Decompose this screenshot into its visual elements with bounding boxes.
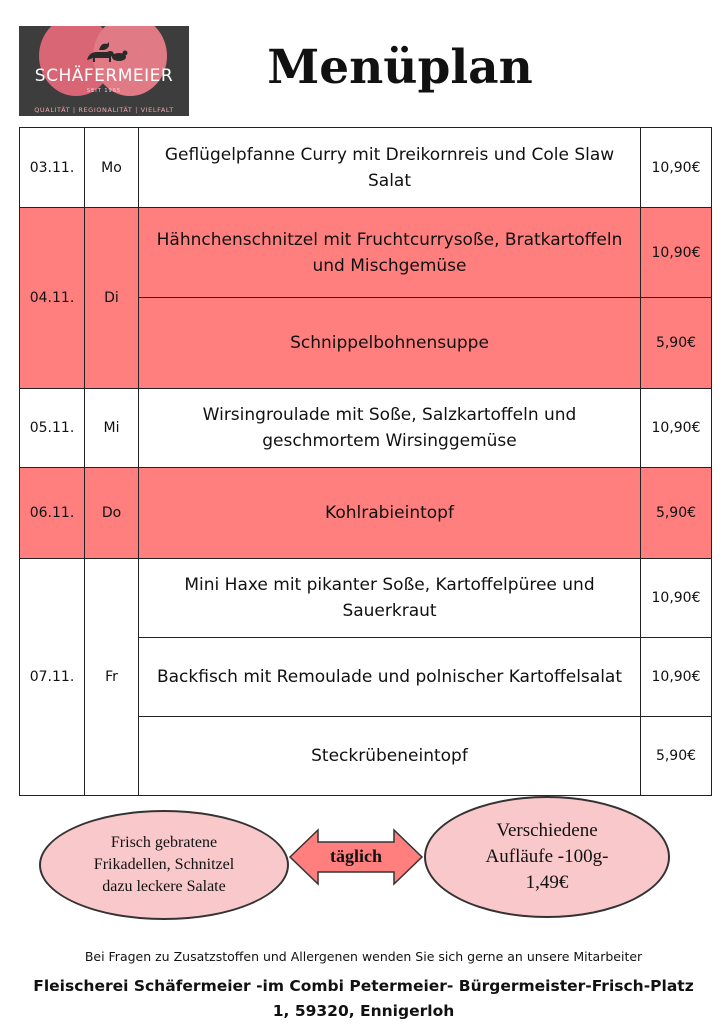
dish-cell: Schnippelbohnensuppe (139, 298, 641, 389)
day-cell: Fr (85, 559, 139, 796)
dish-cell: Kohlrabieintopf (139, 468, 641, 559)
price-cell: 5,90€ (641, 298, 712, 389)
price-cell: 10,90€ (641, 559, 712, 638)
address: Fleischerei Schäfermeier -im Combi Petermeier- Bürgermeister-Frisch-Platz 1, 59320, Ennigerloh (33, 977, 694, 1020)
daily-right-oval (424, 796, 670, 918)
price-cell: 10,90€ (641, 128, 712, 208)
dish-cell: Steckrübeneintopf (139, 717, 641, 796)
date-cell: 05.11. (20, 389, 85, 468)
menu-row-fr (20, 559, 712, 638)
dish-cell: Hähnchenschnitzel mit Fruchtcurrysoße, Bratkartoffeln und Mischgemüse (139, 208, 641, 298)
day-cell: Di (85, 208, 139, 389)
dish-cell: Geflügelpfanne Curry mit Dreikornreis und Cole Slaw Salat (139, 128, 641, 208)
price-cell: 5,90€ (641, 468, 712, 559)
date-cell: 03.11. (20, 128, 85, 208)
date-cell: 06.11. (20, 468, 85, 559)
price-cell: 10,90€ (641, 389, 712, 468)
dish-cell: Backfisch mit Remoulade und polnischer Kartoffelsalat (139, 638, 641, 717)
logo-brand: SCHÄFERMEIER (34, 66, 174, 86)
page-title: Menüplan (267, 40, 533, 95)
date-cell: 07.11. (20, 559, 85, 796)
dish-cell: Wirsingroulade mit Soße, Salzkartoffeln und geschmortem Wirsinggemüse (139, 389, 641, 468)
menu-row-di (20, 208, 712, 298)
day-cell: Do (85, 468, 139, 559)
menu-row-mo (20, 128, 712, 208)
daily-label: täglich (330, 846, 382, 866)
day-cell: Mo (85, 128, 139, 208)
daily-right-text: Verschiedene Aufläufe -100g- 1,49€ (485, 820, 609, 893)
day-cell: Mi (85, 389, 139, 468)
date-cell: 04.11. (20, 208, 85, 389)
menu-table (19, 127, 712, 796)
price-cell: 10,90€ (641, 208, 712, 298)
logo-tagline: QUALITÄT | REGIONALITÄT | VIELFALT (34, 106, 174, 114)
farm-animals-icon (85, 38, 129, 64)
allergen-note: Bei Fragen zu Zusatzstoffen und Allergenen wenden Sie sich gerne an unsere Mitarbeiter (84, 949, 643, 964)
menu-row-do (20, 468, 712, 559)
dish-cell: Mini Haxe mit pikanter Soße, Kartoffelpüree und Sauerkraut (139, 559, 641, 638)
daily-left-oval (39, 810, 289, 920)
price-cell: 10,90€ (641, 638, 712, 717)
daily-left-text: Frisch gebratene Frikadellen, Schnitzel dazu leckere Salate (93, 834, 235, 895)
logo (19, 26, 189, 116)
logo-est: SEIT 1965 (86, 88, 122, 94)
price-cell: 5,90€ (641, 717, 712, 796)
menu-row-mi (20, 389, 712, 468)
